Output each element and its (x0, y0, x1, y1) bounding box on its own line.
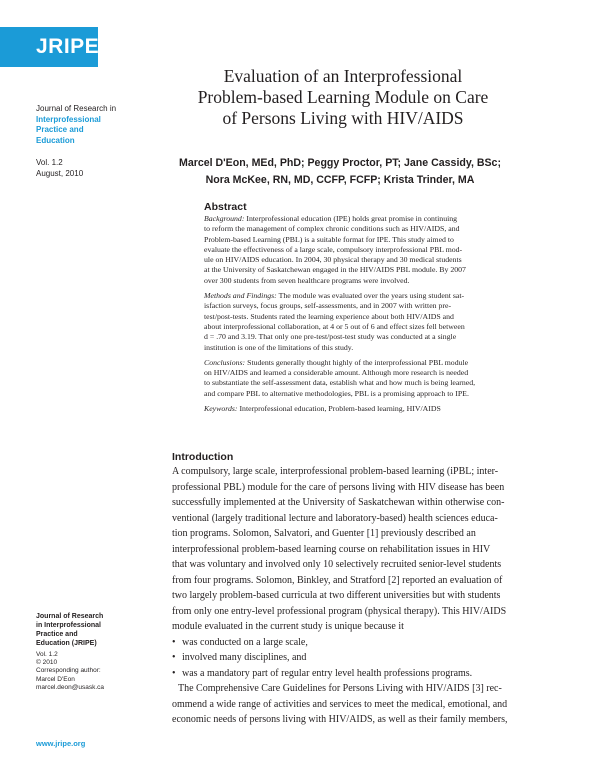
methods-label: Methods and Findings: (204, 291, 277, 301)
body-line: ommend a wide range of activities and services to meet the medical, emotional, and (172, 698, 508, 710)
abstract-keywords (204, 404, 506, 414)
introduction-heading: Introduction (172, 451, 234, 463)
abstract-line: test/post-tests. Students rated the learning experience about both HIV/AIDS and (204, 311, 454, 321)
body-line: The Comprehensive Care Guidelines for Persons Living with HIV/AIDS [3] rec- (178, 683, 502, 694)
citation-volume: Vol. 1.2 (36, 651, 58, 658)
abstract-line: on HIV/AIDS and learned a considerable amount. Although more research is needed (204, 368, 469, 378)
body-line: successfully implemented at the University of Saskatchewan within otherwise con- (172, 497, 505, 508)
journal-name-line: Journal of Research in (36, 104, 117, 113)
citation-title (36, 612, 136, 648)
body-line: interprofessional problem-based learning course on rehabilitation issues in HIV (172, 543, 491, 555)
list-item-text: was conducted on a large scale, (182, 636, 308, 648)
corresponding-author-label: Corresponding author: (36, 667, 101, 675)
author-list (140, 155, 540, 189)
citation-title-line: Journal of Research (36, 613, 104, 620)
corresponding-author-email[interactable]: marcel.deon@usask.ca (36, 683, 105, 691)
abstract-line: to substantiate the self-assessment data, establish what and how much is being learned, (204, 378, 476, 388)
volume: Vol. 1.2 (36, 158, 63, 167)
abstract-line: Students generally thought highly of the interprofessional PBL module (245, 357, 469, 367)
body-line: two largely problem-based curricula at two different universities but with students (172, 590, 501, 601)
bullet-icon: • (172, 636, 176, 648)
title-line: of Persons Living with HIV/AIDS (222, 108, 464, 128)
abstract-line: about interprofessional collaboration, at 4 or 5 out of 6 and effect sizes fell between (204, 321, 465, 331)
body-line: professional PBL) module for the care of persons living with HIV disease has been (172, 481, 505, 493)
abstract-line: The module was evaluated over the years using student sat- (276, 291, 465, 301)
abstract-conclusions (204, 358, 506, 399)
title-line: Problem-based Learning Module on Care (197, 87, 489, 107)
body-line: that was voluntary and involved only 10 selectively recruited senior-level students (172, 559, 502, 570)
journal-logo: JRIPE (0, 27, 98, 67)
abstract-line: at the University of Saskatchewan engaged in the HIV/AIDS PBL module. By 2007 (204, 265, 466, 275)
bullet-icon: • (172, 667, 176, 679)
journal-name-line: Practice and (36, 125, 84, 134)
abstract-line: Problem-based Learning (PBL) is a suitable format for IPE. This study aimed to (204, 234, 454, 244)
body-line: tion programs. Solomon, Salvatori, and Guenter [1] previously described an (172, 528, 476, 539)
body-line: from only one entry-level professional program (physical therapy). This HIV/AIDS (172, 605, 507, 617)
body-line: module evaluated in the current study is unique because it (172, 621, 404, 632)
abstract-line: Interprofessional education (IPE) holds great promise in continuing (244, 214, 458, 223)
abstract-line: evaluate the effectiveness of a large scale, compulsory interprofessional PBL mod- (204, 244, 463, 254)
list-item-text: was a mandatory part of regular entry level health professions programs. (182, 667, 473, 679)
citation-title-line: Practice and (36, 631, 78, 638)
abstract-line: and compare PBL to alternative methodologies, PBL is a promising approach to IPE. (204, 388, 469, 398)
abstract-line: ule on HIV/AIDS education. In 2004, 30 physical therapy and 30 medical students (204, 255, 462, 265)
keywords-text: Interprofessional education, Problem-based learning, HIV/AIDS (237, 404, 441, 414)
abstract-line: over 300 students from seven healthcare programs were involved. (204, 275, 410, 285)
abstract-line: to reform the management of complex chronic conditions such as HIV/AIDS, and (204, 224, 460, 234)
journal-name-line: Interprofessional (36, 114, 101, 124)
journal-url-link[interactable]: www.jripe.org (36, 739, 86, 748)
abstract-line: isfaction surveys, focus groups, self-assessments, and in 2007 with written pre- (204, 301, 452, 311)
abstract-methods (204, 291, 506, 353)
citation-copyright: © 2010 (36, 659, 58, 667)
abstract-line: d = .70 and 3.19. That only one pre-test/post-test study was conducted at a single (204, 332, 457, 342)
introduction-body (172, 464, 532, 728)
keywords-label: Keywords: (204, 404, 238, 414)
corresponding-author-name: Marcel D'Eon (36, 675, 75, 683)
abstract-line: institution is one of the limitations of this study. (204, 342, 354, 352)
list-item (172, 635, 532, 651)
journal-name-line: Education (36, 135, 75, 145)
bullet-icon: • (172, 652, 176, 663)
background-label: Background: (204, 214, 245, 223)
citation-title-line: in Interprofessional (36, 622, 101, 629)
conclusions-label: Conclusions: (204, 357, 246, 367)
abstract-background (204, 214, 506, 286)
volume-info (36, 158, 83, 179)
journal-name (36, 104, 136, 146)
body-line: ventional (largely traditional lecture and laboratory-based) health sciences educa- (172, 512, 498, 524)
list-item (172, 666, 532, 682)
list-item (172, 650, 532, 666)
citation-title-line: Education (JRIPE) (36, 640, 97, 647)
body-line: A compulsory, large scale, interprofessional problem-based learning (iPBL; inter- (172, 466, 499, 477)
paper-title (163, 66, 523, 129)
title-line: Evaluation of an Interprofessional (223, 66, 463, 86)
author-line: Marcel D'Eon, MEd, PhD; Peggy Proctor, PT; Jane Cassidy, BSc; (179, 157, 501, 169)
citation-block (36, 612, 136, 692)
list-item-text: involved many disciplines, and (182, 652, 307, 663)
abstract-heading: Abstract (204, 201, 247, 213)
issue-date: August, 2010 (36, 168, 84, 178)
abstract-section (204, 201, 506, 419)
author-line: Nora McKee, RN, MD, CCFP, FCFP; Krista Trinder, MA (205, 174, 475, 186)
body-line: economic needs of persons living with HIV/AIDS, as well as their family members, (172, 714, 508, 725)
body-line: from four programs. Solomon, Binkley, and Stratford [2] reported an evaluation of (172, 574, 503, 586)
